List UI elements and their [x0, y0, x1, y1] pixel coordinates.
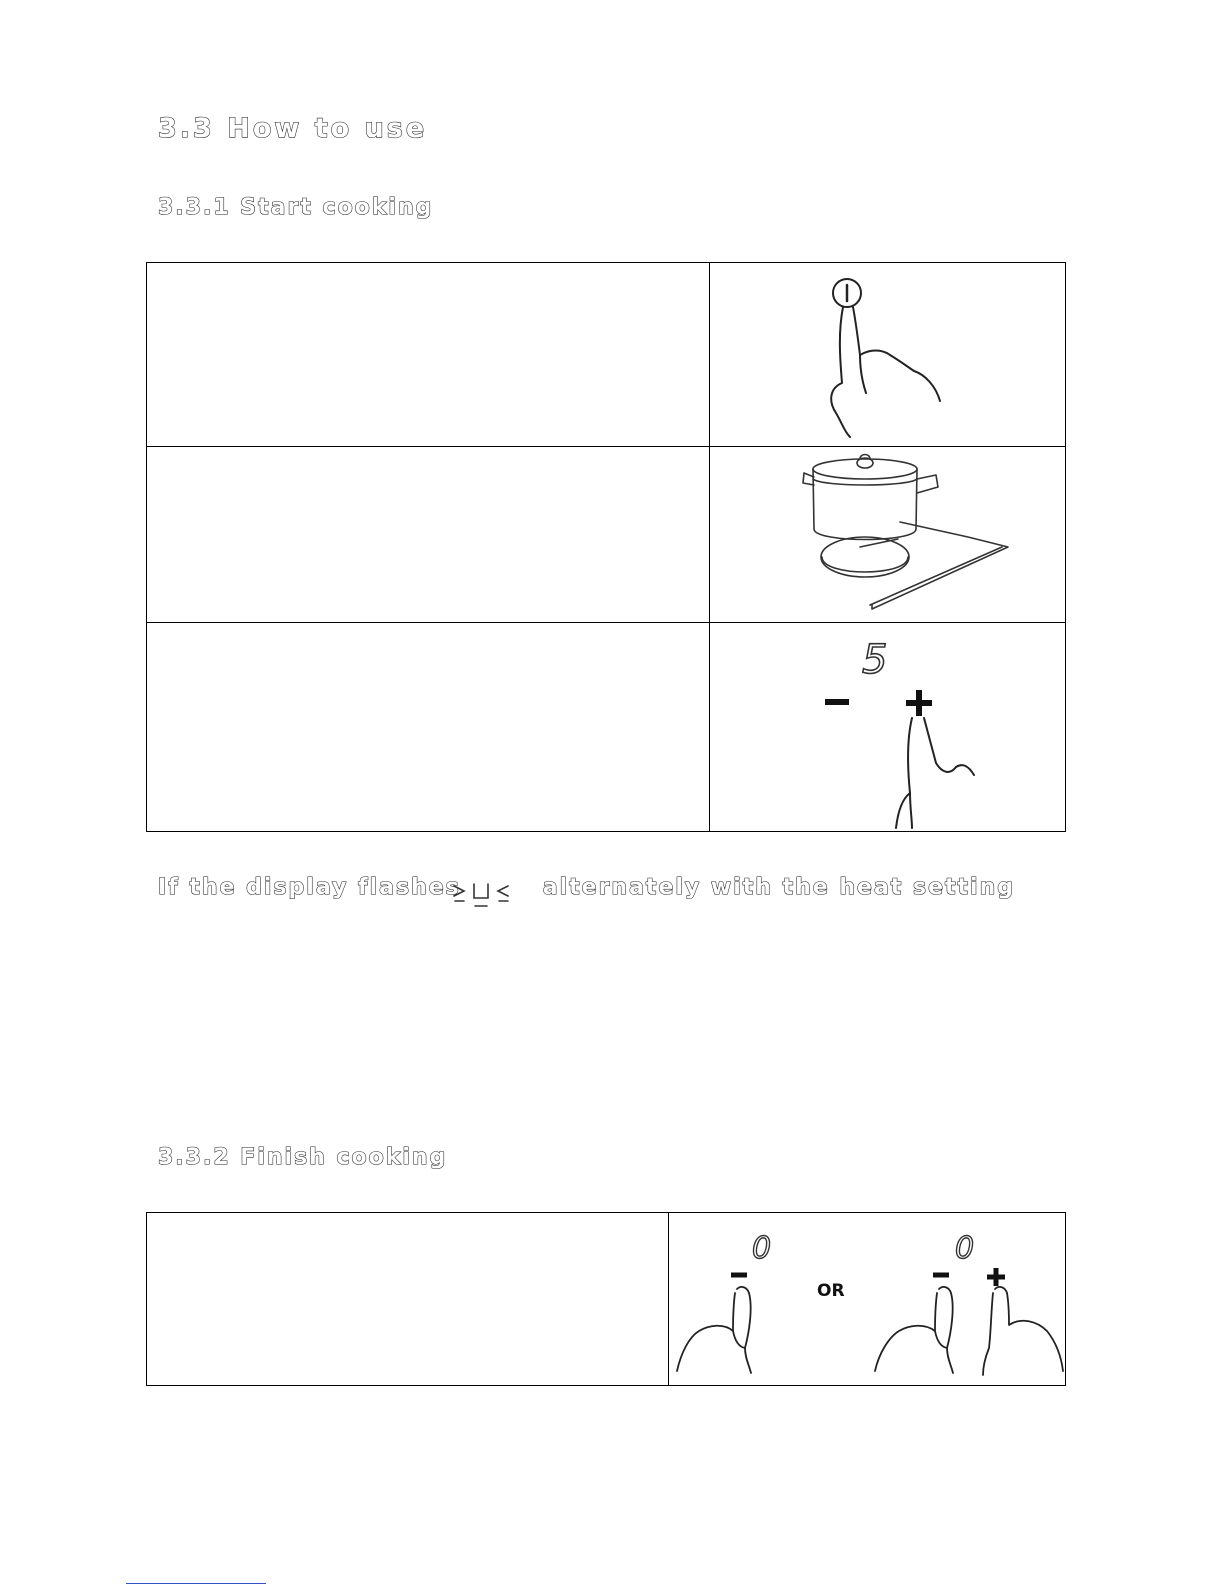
flashing-u-symbol-icon [444, 876, 520, 910]
start-cooking-heading: 3.3.1 Start cooking [158, 195, 434, 220]
footer-rule [126, 1583, 266, 1584]
finish-cooking-illustration [669, 1213, 1066, 1385]
start-cooking-table [146, 262, 1066, 832]
pot-on-hob-icon [710, 447, 1066, 622]
note-text-before: If the display flashes [158, 875, 461, 900]
note-text-after: alternately with the heat setting [542, 875, 1015, 900]
power-button-finger-icon [710, 263, 1066, 446]
display-zero-right: 0 [955, 1231, 975, 1266]
section-title: 3.3 How to use [158, 113, 428, 144]
plus-symbol-icon [987, 1268, 1005, 1286]
display-zero-left: 0 [752, 1231, 772, 1266]
plus-symbol-icon [906, 690, 932, 716]
or-label: OR [817, 1281, 845, 1301]
finish-cooking-table [146, 1212, 1066, 1386]
finish-cooking-heading: 3.3.2 Finish cooking [158, 1145, 448, 1170]
heat-setting-display: 5 [862, 637, 888, 683]
flash-note [158, 875, 1015, 900]
plus-minus-finger-icon [710, 623, 1066, 833]
